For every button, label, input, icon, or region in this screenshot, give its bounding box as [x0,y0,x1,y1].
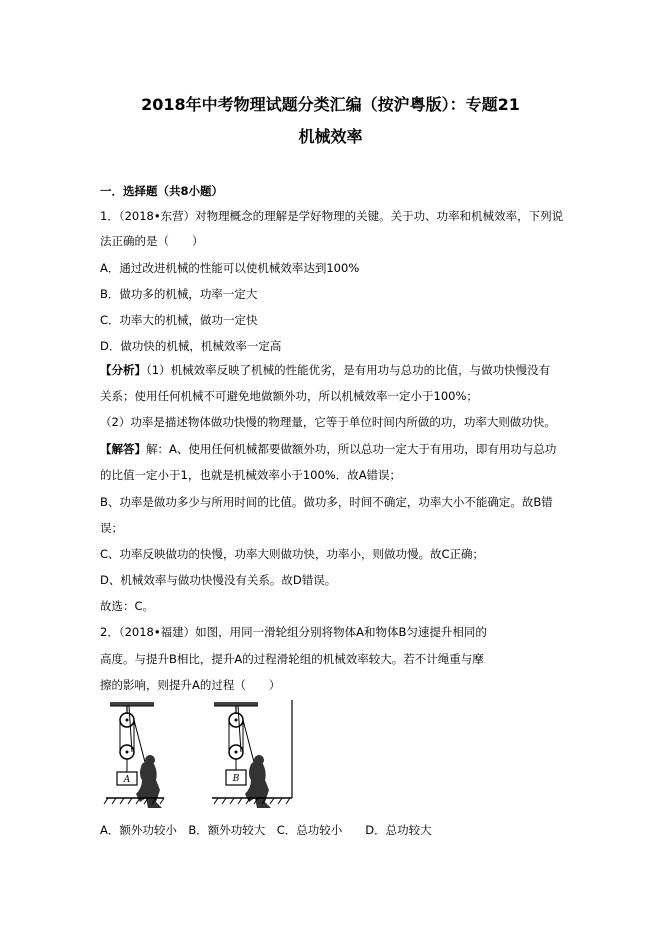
answer-label: 【解答】 [100,442,146,456]
q1-analysis-line3: （2）功率是描述物体做功快慢的物理量，它等于单位时间内所做的功，功率大则做功快。 [100,415,556,429]
q1-analysis-line2: 关系；使用任何机械不可避免地做额外功，所以机械效率一定小于100%； [100,389,478,403]
analysis-label: 【分析】 [100,363,146,377]
q1-option-d: D．做功快的机械，机械效率一定高 [100,339,282,353]
q1-analysis-line1 [100,362,550,378]
q1-answer-line2: 的比值一定小于1，也就是机械效率小于100%．故A错误； [100,468,402,482]
q1-answer-line6: D、机械效率与做功快慢没有关系。故D错误。 [100,573,337,587]
answer-text-1: 解：A、使用任何机械都要做额外功，所以总功一定大于有用功，即有用功与总功 [146,442,557,456]
q1-stem-line1: 1．（2018•东营）对物理概念的理解是学好物理的关键。关于功、功率和机械效率，下列说 [100,209,564,223]
pulley-setup-b [212,700,292,808]
q2-stem-line1: 2．（2018•福建）如图，用同一滑轮组分别将物体A和物体B匀速提升相同的 [100,625,487,639]
q1-choice: 故选：C。 [100,599,155,613]
section-heading: 一．选择题（共8小题） [100,184,224,198]
pulley-setup-a [104,702,164,808]
q1-answer-line1 [100,441,556,457]
block-label-b: B [232,774,240,784]
q2-options: A．额外功较小 B．额外功较大 C．总功较小 D．总功较大 [100,823,432,837]
pulley-figure [102,700,298,814]
q2-stem-line2: 高度。与提升B相比，提升A的过程滑轮组的机械效率较大。若不计绳重与摩 [100,652,484,666]
q1-option-c: C．功率大的机械，做功一定快 [100,313,258,327]
q1-stem-line2: 法正确的是（ ） [100,234,204,248]
q2-stem-line3: 擦的影响，则提升A的过程（ ） [100,678,281,692]
q1-answer-line3: B、功率是做功多少与所用时间的比值。做功多，时间不确定，功率大小不能确定。故B错 [100,495,553,509]
q1-answer-line4: 误； [100,521,123,535]
q1-option-b: B．做功多的机械，功率一定大 [100,287,258,301]
q1-answer-line5: C、功率反映做功的快慢，功率大则做功快，功率小，则做功慢。故C正确； [100,547,485,561]
document-title-line2: 机械效率 [298,127,363,146]
document-title-line1: 2018年中考物理试题分类汇编（按沪粤版）：专题21 [141,95,520,114]
q1-option-a: A．通过改进机械的性能可以使机械效率达到100% [100,261,360,275]
analysis-text-1: （1）机械效率反映了机械的性能优劣，是有用功与总功的比值，与做功快慢没有 [146,363,551,377]
block-label-a: A [123,775,131,785]
